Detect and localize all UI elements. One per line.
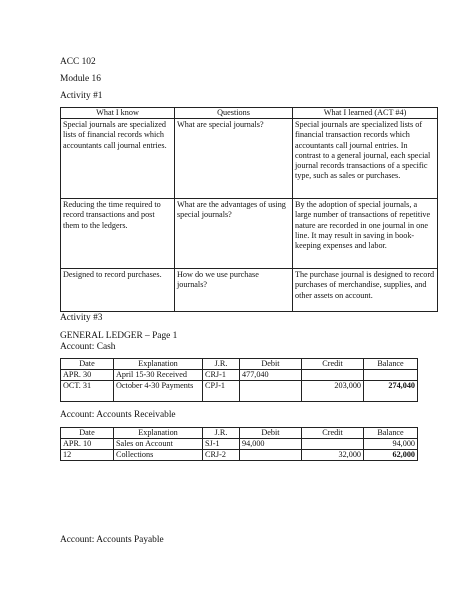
cell-question: What are the advantages of using special journals?	[175, 199, 293, 269]
column-header-what-i-know: What I know	[61, 108, 175, 119]
column-header-debit: Debit	[240, 359, 302, 370]
activity3-label: Activity #3	[60, 313, 103, 323]
ledger-header-row	[61, 428, 418, 439]
cell-balance: 94,000	[364, 439, 418, 450]
cell-jr: SJ-1	[203, 439, 240, 450]
table-row	[61, 370, 418, 381]
cell-explanation: Sales on Account	[114, 439, 203, 450]
column-header-explanation: Explanation	[114, 428, 203, 439]
cell-credit	[302, 370, 364, 381]
module-label: Module 16	[60, 74, 101, 84]
activity1-label: Activity #1	[60, 91, 103, 101]
cash-ledger-table	[60, 358, 418, 402]
cell-learned: The purchase journal is designed to record purchases of merchandise, supplies, and other assets on account.	[293, 269, 438, 312]
table-row	[61, 381, 418, 402]
account-payable-label: Account: Accounts Payable	[60, 535, 164, 545]
column-header-explanation: Explanation	[114, 359, 203, 370]
cell-balance: 62,000	[364, 450, 418, 461]
column-header-credit: Credit	[302, 359, 364, 370]
column-header-jr: J.R.	[203, 359, 240, 370]
cell-explanation: Collections	[114, 450, 203, 461]
cell-explanation: October 4-30 Payments	[114, 381, 203, 402]
column-header-balance: Balance	[364, 359, 418, 370]
ledger-title: GENERAL LEDGER – Page 1	[60, 331, 178, 341]
cell-jr: CPJ-1	[203, 381, 240, 402]
account-receivable-label: Account: Accounts Receivable	[60, 410, 176, 420]
column-header-jr: J.R.	[203, 428, 240, 439]
cell-explanation: April 15-30 Received	[114, 370, 203, 381]
column-header-questions: Questions	[175, 108, 293, 119]
cell-know: Reducing the time required to record transactions and post them to the ledgers.	[61, 199, 175, 269]
cell-balance: 274,040	[364, 381, 418, 402]
cell-learned: By the adoption of special journals, a large number of transactions of repetitive nature are recorded in one journal in one line. It may result in saving in book-keeping expenses and labor.	[293, 199, 438, 269]
column-header-credit: Credit	[302, 428, 364, 439]
receivable-ledger-table	[60, 427, 418, 461]
cell-date: APR. 10	[61, 439, 114, 450]
column-header-date: Date	[61, 428, 114, 439]
cell-jr: CRJ-2	[203, 450, 240, 461]
table-row	[61, 119, 438, 199]
cell-debit: 94,000	[240, 439, 302, 450]
table-row	[61, 450, 418, 461]
cell-credit: 203,000	[302, 381, 364, 402]
table-row	[61, 269, 438, 312]
column-header-date: Date	[61, 359, 114, 370]
cell-date: 12	[61, 450, 114, 461]
column-header-what-i-learned: What I learned (ACT #4)	[293, 108, 438, 119]
cell-debit: 477,040	[240, 370, 302, 381]
account-cash-label: Account: Cash	[60, 342, 116, 352]
column-header-balance: Balance	[364, 428, 418, 439]
table-row	[61, 439, 418, 450]
cell-debit	[240, 450, 302, 461]
cell-know: Special journals are specialized lists of financial records which accountants call journal entries.	[61, 119, 175, 199]
cell-jr: CRJ-1	[203, 370, 240, 381]
cell-debit	[240, 381, 302, 402]
cell-date: OCT. 31	[61, 381, 114, 402]
ledger-header-row	[61, 359, 418, 370]
column-header-debit: Debit	[240, 428, 302, 439]
cell-credit	[302, 439, 364, 450]
activity1-table	[60, 107, 438, 312]
cell-question: What are special journals?	[175, 119, 293, 199]
cell-learned: Special journals are specialized lists of financial transaction records which accountants call journal entries. In contrast to a general journal, each special journal records transactions of a specific type, such as sales or purchases.	[293, 119, 438, 199]
cell-question: How do we use purchase journals?	[175, 269, 293, 312]
cell-know: Designed to record purchases.	[61, 269, 175, 312]
cell-date: APR. 30	[61, 370, 114, 381]
table-row	[61, 199, 438, 269]
activity1-header-row	[61, 108, 438, 119]
cell-balance	[364, 370, 418, 381]
course-code: ACC 102	[60, 57, 96, 67]
cell-credit: 32,000	[302, 450, 364, 461]
